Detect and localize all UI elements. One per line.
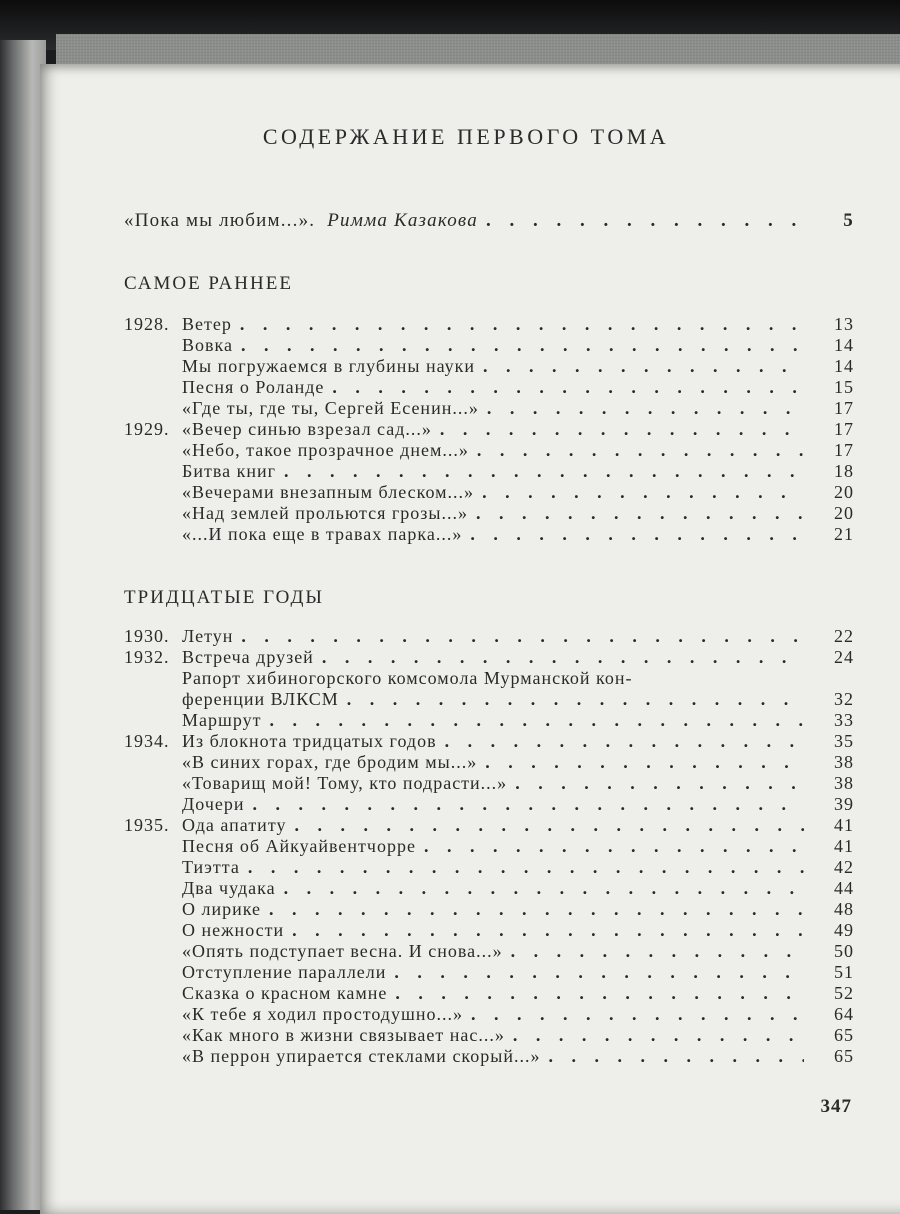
entry-title: Два чудака bbox=[182, 878, 276, 898]
leader-dots bbox=[395, 983, 804, 1004]
entry-page-number: 38 bbox=[834, 773, 854, 793]
toc-entry bbox=[124, 314, 854, 335]
intro-page-number: 5 bbox=[843, 210, 854, 231]
toc-entry bbox=[124, 1004, 854, 1025]
toc-entry bbox=[124, 794, 854, 815]
entry-page-number: 49 bbox=[834, 920, 854, 940]
entry-title: Встреча друзей bbox=[182, 647, 314, 667]
toc-entry bbox=[124, 731, 854, 752]
toc-entry bbox=[124, 962, 854, 983]
entry-year: 1932. bbox=[124, 647, 170, 667]
entry-page-number: 20 bbox=[834, 503, 854, 523]
toc-entry bbox=[124, 356, 854, 377]
toc-entry bbox=[124, 773, 854, 794]
toc-entry bbox=[124, 815, 854, 836]
leader-dots bbox=[424, 836, 804, 857]
entry-page-number: 65 bbox=[834, 1046, 854, 1066]
intro-entry bbox=[124, 210, 854, 232]
entry-page-number: 24 bbox=[834, 647, 854, 667]
entry-page-number: 17 bbox=[834, 440, 854, 460]
toc-entry bbox=[124, 482, 854, 503]
toc-entry bbox=[124, 419, 854, 440]
entry-title: «Опять подступает весна. И снова...» bbox=[182, 941, 503, 961]
leader-dots bbox=[294, 815, 804, 836]
leader-dots bbox=[241, 626, 804, 647]
toc-entry bbox=[124, 503, 854, 524]
entry-title: Ветер bbox=[182, 314, 232, 334]
section-title: ТРИДЦАТЫЕ ГОДЫ bbox=[124, 587, 324, 608]
toc-entry bbox=[124, 836, 854, 857]
leader-dots bbox=[549, 1046, 805, 1067]
entry-page-number: 14 bbox=[834, 335, 854, 355]
entry-page-number: 39 bbox=[834, 794, 854, 814]
leader-dots bbox=[471, 1004, 804, 1025]
entry-title: «Небо, такое прозрачное днем...» bbox=[182, 440, 469, 460]
entry-title: «Вечер синью взрезал сад...» bbox=[182, 419, 432, 439]
toc-entry bbox=[124, 920, 854, 941]
entry-year: 1929. bbox=[124, 419, 170, 439]
toc-entry bbox=[124, 983, 854, 1004]
leader-dots bbox=[482, 482, 804, 503]
leader-dots bbox=[269, 899, 804, 920]
entry-title: Отступление параллели bbox=[182, 962, 387, 982]
toc-list bbox=[124, 626, 854, 1067]
leader-dots bbox=[445, 731, 804, 752]
leader-dots bbox=[241, 335, 804, 356]
leader-dots bbox=[240, 314, 804, 335]
toc-entry bbox=[124, 440, 854, 461]
entry-page-number: 42 bbox=[834, 857, 854, 877]
leader-dots bbox=[483, 356, 804, 377]
entry-title: О нежности bbox=[182, 920, 285, 940]
entry-title: ференции ВЛКСМ bbox=[182, 689, 339, 709]
entry-page-number: 52 bbox=[834, 983, 854, 1003]
toc-entry bbox=[124, 461, 854, 482]
entry-title: Вовка bbox=[182, 335, 233, 355]
entry-year: 1928. bbox=[124, 314, 170, 334]
leader-dots bbox=[322, 647, 804, 668]
entry-title: Песня об Айкуайвентчорре bbox=[182, 836, 416, 856]
entry-title: «...И пока еще в травах парка...» bbox=[182, 524, 463, 544]
page-title: СОДЕРЖАНИЕ ПЕРВОГО ТОМА bbox=[262, 124, 670, 149]
entry-page-number: 15 bbox=[834, 377, 854, 397]
toc-entry bbox=[124, 1046, 854, 1067]
toc-entry bbox=[124, 1025, 854, 1046]
entry-title: Летун bbox=[182, 626, 234, 646]
entry-page-number: 48 bbox=[834, 899, 854, 919]
toc-list bbox=[124, 314, 854, 545]
leader-dots bbox=[269, 710, 804, 731]
toc-entry bbox=[124, 524, 854, 545]
leader-dots bbox=[440, 419, 804, 440]
entry-page-number: 17 bbox=[834, 419, 854, 439]
leader-dots bbox=[513, 1025, 804, 1046]
toc-entry bbox=[124, 398, 854, 419]
entry-title: «К тебе я ходил простодушно...» bbox=[182, 1004, 463, 1024]
entry-title: О лирике bbox=[182, 899, 262, 919]
toc-entry bbox=[124, 626, 854, 647]
toc-entry bbox=[124, 899, 854, 920]
entry-page-number: 65 bbox=[834, 1025, 854, 1045]
entry-page-number: 38 bbox=[834, 752, 854, 772]
entry-year: 1935. bbox=[124, 815, 170, 835]
toc-entry bbox=[124, 710, 854, 731]
entry-page-number: 32 bbox=[834, 689, 854, 709]
entry-title: Мы погружаемся в глубины науки bbox=[182, 356, 476, 376]
toc-entry bbox=[124, 878, 854, 899]
entry-year: 1930. bbox=[124, 626, 170, 646]
toc-entry bbox=[124, 377, 854, 398]
toc-entry bbox=[124, 335, 854, 356]
leader-dots bbox=[248, 857, 804, 878]
page-number: 347 bbox=[820, 1096, 852, 1117]
entry-page-number: 20 bbox=[834, 482, 854, 502]
leader-dots bbox=[477, 440, 804, 461]
entry-page-number: 51 bbox=[834, 962, 854, 982]
entry-page-number: 14 bbox=[834, 356, 854, 376]
entry-title: Песня о Роланде bbox=[182, 377, 325, 397]
leader-dots bbox=[332, 377, 804, 398]
entry-page-number: 44 bbox=[834, 878, 854, 898]
toc-entry bbox=[124, 857, 854, 878]
section-title: САМОЕ РАННЕЕ bbox=[124, 273, 293, 294]
leader-dots bbox=[511, 941, 804, 962]
leader-dots bbox=[394, 962, 804, 983]
entry-title: Из блокнота тридцатых годов bbox=[182, 731, 437, 751]
book-page bbox=[40, 64, 900, 1214]
entry-page-number: 13 bbox=[834, 314, 854, 334]
entry-year: 1934. bbox=[124, 731, 170, 751]
leader-dots bbox=[284, 878, 804, 899]
toc-entry bbox=[124, 689, 854, 710]
entry-title: «Над землей прольются грозы...» bbox=[182, 503, 468, 523]
leader-dots bbox=[284, 461, 804, 482]
entry-page-number: 41 bbox=[834, 815, 854, 835]
entry-page-number: 33 bbox=[834, 710, 854, 730]
entry-title: Маршрут bbox=[182, 710, 262, 730]
entry-title: «В перрон упирается стеклами скорый...» bbox=[182, 1046, 541, 1066]
leader-dots bbox=[470, 524, 804, 545]
entry-title: Битва книг bbox=[182, 461, 276, 481]
entry-title: Сказка о красном камне bbox=[182, 983, 388, 1003]
intro-title: «Пока мы любим...». bbox=[124, 210, 316, 231]
entry-title: Дочери bbox=[182, 794, 245, 814]
entry-title: «Товарищ мой! Тому, кто подрасти...» bbox=[182, 773, 508, 793]
entry-page-number: 17 bbox=[834, 398, 854, 418]
entry-page-number: 35 bbox=[834, 731, 854, 751]
entry-title: Тиэтта bbox=[182, 857, 240, 877]
toc-entry bbox=[124, 668, 854, 689]
leader-dots bbox=[487, 398, 804, 419]
entry-title: «Вечерами внезапным блеском...» bbox=[182, 482, 475, 502]
entry-title: «В синих горах, где бродим мы...» bbox=[182, 752, 478, 772]
leader-dots bbox=[486, 210, 806, 232]
entry-page-number: 50 bbox=[834, 941, 854, 961]
entry-page-number: 41 bbox=[834, 836, 854, 856]
entry-page-number: 22 bbox=[834, 626, 854, 646]
toc-entry bbox=[124, 752, 854, 773]
entry-title: Рапорт хибиногорского комсомола Мурманской кон- bbox=[182, 668, 633, 688]
toc-entry bbox=[124, 941, 854, 962]
leader-dots bbox=[347, 689, 804, 710]
intro-author: Римма Казакова bbox=[327, 210, 478, 231]
toc-entry bbox=[124, 647, 854, 668]
entry-page-number: 21 bbox=[834, 524, 854, 544]
entry-title: «Как много в жизни связывает нас...» bbox=[182, 1025, 505, 1045]
leader-dots bbox=[485, 752, 804, 773]
entry-title: Ода апатиту bbox=[182, 815, 287, 835]
leader-dots bbox=[292, 920, 804, 941]
entry-page-number: 64 bbox=[834, 1004, 854, 1024]
leader-dots bbox=[253, 794, 805, 815]
leader-dots bbox=[515, 773, 804, 794]
entry-page-number: 18 bbox=[834, 461, 854, 481]
entry-title: «Где ты, где ты, Сергей Есенин...» bbox=[182, 398, 479, 418]
leader-dots bbox=[476, 503, 804, 524]
